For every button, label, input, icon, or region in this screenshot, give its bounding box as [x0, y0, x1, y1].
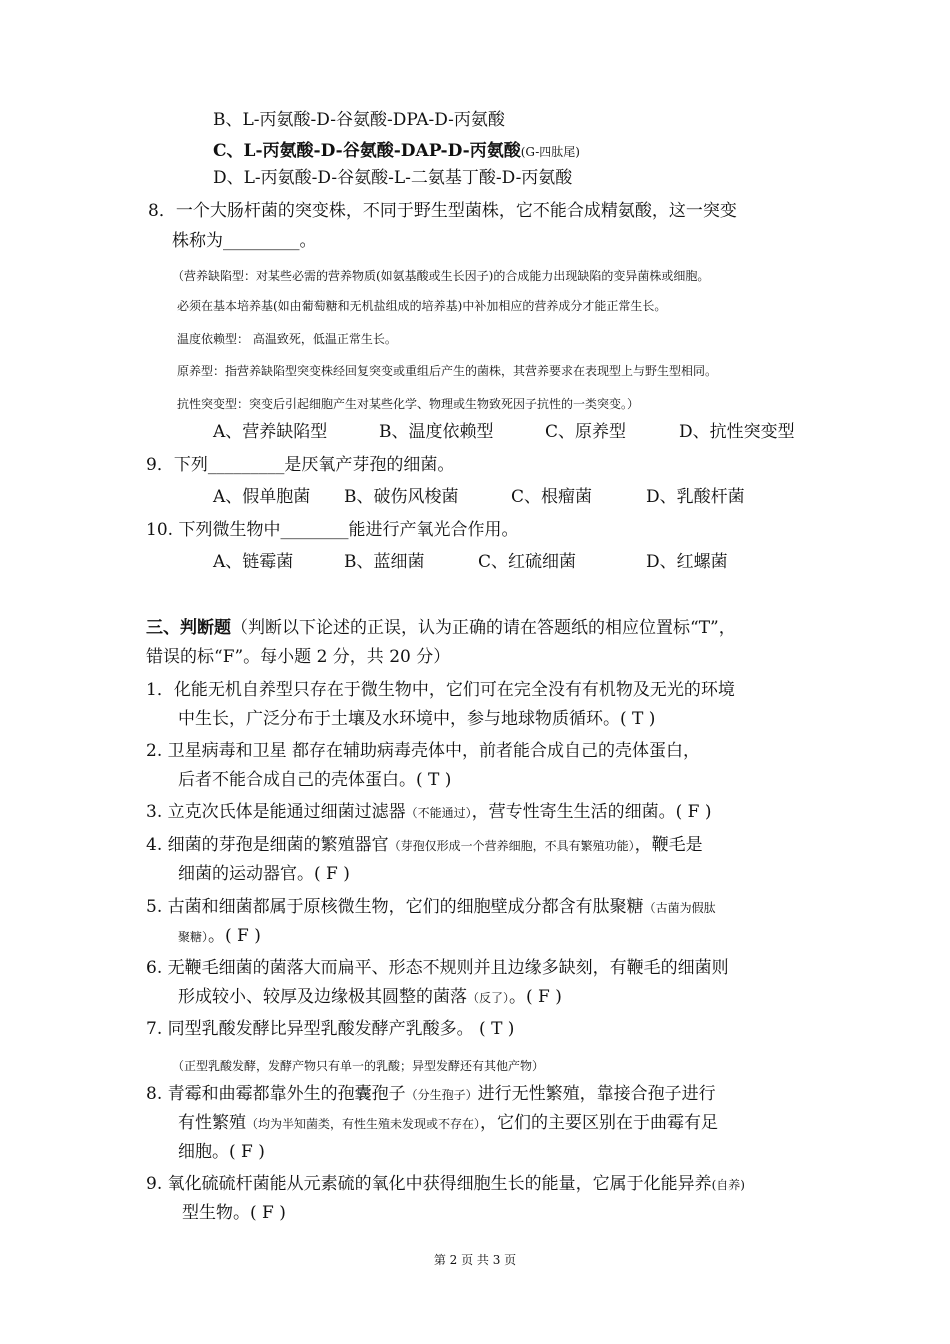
q8-stem-line1: 8．一个大肠杆菌的突变株，不同于野生型菌株，它不能合成精氨酸，这一突变 [148, 201, 737, 221]
tf8-note-2: （均为半知菌类，有性生殖未发现或不存在） [246, 1117, 481, 1131]
section3-heading [146, 617, 736, 639]
q8-note-4: 原养型：指营养缺陷型突变株经回复突变或重组后产生的菌株，其营养要求在表现型上与野生型相同。 [177, 364, 718, 378]
q8-stem-line2: 株称为_________。 [172, 231, 317, 251]
q8-note-1: （营养缺陷型：对某些必需的营养物质(如氨基酸或生长因子)的合成能力出现缺陷的变异菌株或细胞。 [172, 269, 710, 283]
q9-option-b: B、破伤风梭菌 [344, 487, 459, 507]
tf3-text-a: 3. 立克次氏体是能通过细菌过滤器 [146, 802, 406, 822]
tf4-note: （芽孢仅形成一个营养细胞，不具有繁殖功能） [388, 839, 635, 853]
tf4-text-b: ，鞭毛是 [634, 835, 703, 855]
tf8-text-d: ，它们的主要区别在于曲霉有足 [480, 1113, 719, 1133]
tf8-text-b: 进行无性繁殖，靠接合孢子进行 [477, 1084, 716, 1104]
tf3-text-b: ，营专性寄生生活的细菌。( F ) [471, 802, 712, 822]
section3-intro-2: 错误的标“F”。每小题 2 分，共 20 分） [146, 647, 451, 667]
tf4-text-a: 4. 细菌的芽孢是细菌的繁殖器官 [146, 835, 389, 855]
tf9-line2: 型生物。( F ) [182, 1203, 286, 1223]
q8-note-5: 抗性突变型：突变后引起细胞产生对某些化学、物理或生物致死因子抗性的一类突变。） [177, 397, 640, 411]
q8-note-2: 必须在基本培养基(如由葡萄糖和无机盐组成的培养基)中补加相应的营养成分才能正常生长。 [177, 299, 667, 313]
tf5-line2 [178, 925, 261, 948]
q10-option-a: A、链霉菌 [213, 552, 294, 572]
tf8-line2 [178, 1112, 718, 1135]
tf7-line1: 7. 同型乳酸发酵比异型乳酸发酵产乳酸多。 ( T ) [146, 1019, 515, 1039]
tf8-text-a: 8. 青霉和曲霉都靠外生的孢囊孢子 [146, 1084, 406, 1104]
q8-option-a: A、营养缺陷型 [213, 422, 328, 442]
tf8-text-c: 有性繁殖 [178, 1113, 246, 1133]
tf8-line3: 细胞。( F ) [178, 1142, 265, 1162]
tf5-text-b: 。( F ) [208, 926, 261, 946]
q10-option-c: C、红硫细菌 [478, 552, 577, 572]
tf6-line2 [178, 986, 562, 1009]
q9-stem: 9．下列_________是厌氧产芽孢的细菌。 [146, 455, 455, 475]
tf1-line1: 1．化能无机自养型只存在于微生物中，它们可在完全没有有机物及无光的环境 [146, 680, 735, 700]
tf5-note-2: 聚糖） [178, 930, 209, 944]
tf9-line1 [146, 1173, 745, 1196]
tf2-line2: 后者不能合成自己的壳体蛋白。( T ) [178, 770, 452, 790]
tf3-line1 [146, 801, 712, 824]
q10-stem: 10. 下列微生物中________能进行产氧光合作用。 [146, 520, 519, 540]
q10-option-d: D、红螺菌 [646, 552, 728, 572]
tf5-text-a: 5. 古菌和细菌都属于原核微生物，它们的细胞壁成分都含有肽聚糖 [146, 897, 644, 917]
q8-option-c: C、原养型 [545, 422, 627, 442]
q8-note-3: 温度依赖型： 高温致死，低温正常生长。 [177, 332, 397, 346]
tf5-line1 [146, 896, 716, 919]
section3-title: 三、判断题 [146, 618, 231, 638]
tf9-text-a: 9. 氧化硫硫杆菌能从元素硫的氧化中获得细胞生长的能量，它属于化能异养 [146, 1174, 712, 1194]
tf1-line2: 中生长，广泛分布于土壤及水环境中，参与地球物质循环。( T ) [178, 709, 656, 729]
tf8-line1 [146, 1083, 716, 1106]
tf6-note: （反了） [467, 991, 510, 1005]
q7-option-d: D、L-丙氨酸-D-谷氨酸-L-二氨基丁酸-D-丙氨酸 [213, 168, 573, 188]
tf4-line1 [146, 834, 703, 857]
tf6-line1: 6. 无鞭毛细菌的菌落大而扁平、形态不规则并且边缘多缺刻，有鞭毛的细菌则 [146, 958, 729, 978]
q7-option-b: B、L-丙氨酸-D-谷氨酸-DPA-D-丙氨酸 [213, 110, 505, 130]
q9-option-c: C、根瘤菌 [511, 487, 593, 507]
q8-option-d: D、抗性突变型 [679, 422, 795, 442]
tf5-note: （古菌为假肽 [643, 901, 716, 915]
q9-option-d: D、乳酸杆菌 [646, 487, 745, 507]
q7-option-c-text: C、L-丙氨酸-D-谷氨酸-DAP-D-丙氨酸 [213, 141, 521, 161]
tf2-line1: 2. 卫星病毒和卫星 都存在辅助病毒壳体中，前者能合成自己的壳体蛋白， [146, 741, 701, 761]
tf7-note: （正型乳酸发酵，发酵产物只有单一的乳酸；异型发酵还有其他产物） [172, 1059, 545, 1073]
tf6-text-b: 。( F ) [509, 987, 562, 1007]
tf6-text-a: 形成较小、较厚及边缘极其圆整的菌落 [178, 987, 467, 1007]
section3-intro-1: （判断以下论述的正误，认为正确的请在答题纸的相应位置标“T”， [231, 618, 736, 638]
tf8-note: （分生孢子） [405, 1088, 478, 1102]
q7-option-c [213, 140, 580, 163]
q10-option-b: B、蓝细菌 [344, 552, 425, 572]
q8-option-b: B、温度依赖型 [379, 422, 494, 442]
q9-option-a: A、假单胞菌 [213, 487, 311, 507]
tf9-note: (自养) [711, 1178, 745, 1192]
page-footer: 第 2 页 共 3 页 [433, 1253, 517, 1267]
q7-option-c-note: (G-四肽尾) [520, 145, 580, 159]
tf3-note: （不能通过） [405, 806, 472, 820]
tf4-line2: 细菌的运动器官。( F ) [178, 864, 350, 884]
